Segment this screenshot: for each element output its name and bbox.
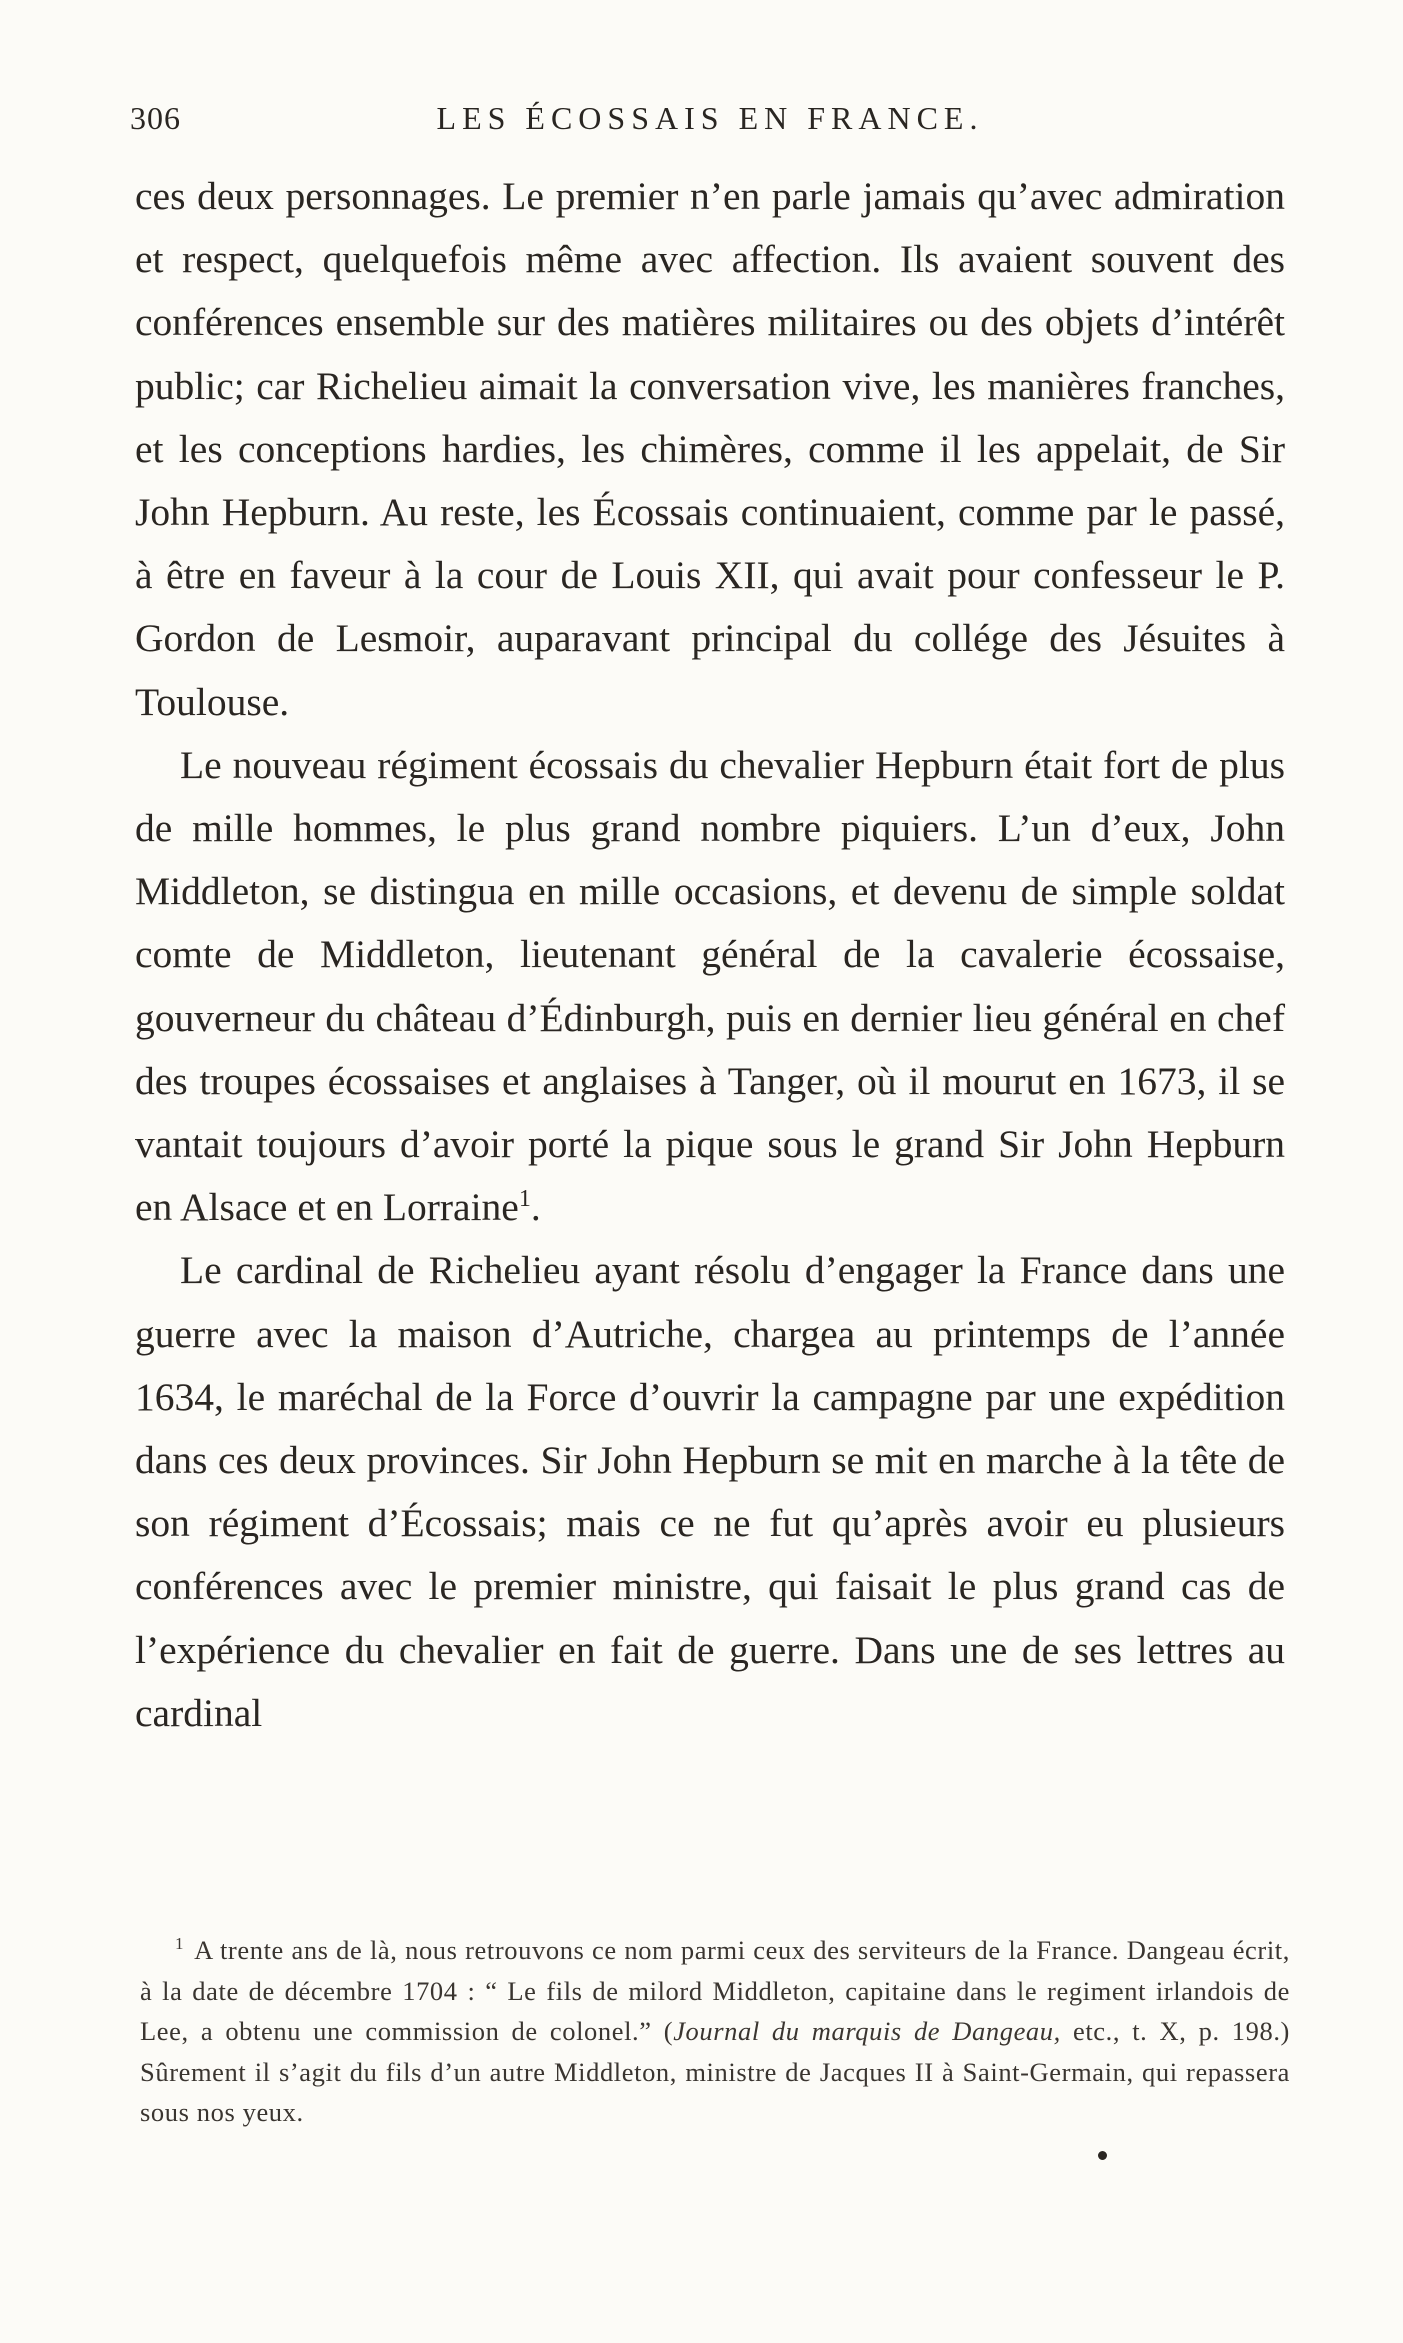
paragraph-2-end: . (530, 1185, 541, 1230)
footnote-reference: 1 (518, 1186, 531, 1213)
running-head (130, 100, 1290, 144)
footnotes (140, 1930, 1290, 2133)
page-number: 306 (130, 100, 181, 136)
paragraph-2-text: Le nouveau régiment écossais du chevalier Hepburn était fort de plus de mille hommes, le plus grand nombre piquiers. L’un d’eux, John Middleton, se distingua en mille occasions, et devenu de simple soldat comte de Middleton, lieutenant général de la cavalerie écossaise, gouverneur du château d’Édinburgh, puis en dernier lieu général en chef des troupes écossaises et anglaises à Tanger, où il mourut en 1673, il se vantait toujours d’avoir porté la pique sous le grand Sir John Hepburn en Alsace et en Lorraine (135, 742, 1285, 1230)
running-title: LES ÉCOSSAIS EN FRANCE. (436, 100, 984, 136)
paragraph-1: ces deux personnages. Le premier n’en parle jamais qu’avec admiration et respect, quelquefois même avec affection. Ils avaient souvent des conférences ensemble sur des matières militaires ou des objets d’intérêt public; car Richelieu aimait la conversation vive, les manières franches, et les conceptions hardies, les chimères, comme il les appelait, de Sir John Hepburn. Au reste, les Écossais continuaient, comme par le passé, à être en faveur à la cour de Louis XII, qui avait pour confesseur le P. Gordon de Lesmoir, auparavant principal du collége des Jésuites à Toulouse. (135, 174, 1285, 724)
footnote-1 (140, 1930, 1290, 2133)
footnote-text-a: A trente ans de là, nous retrouvons ce nom parmi ceux des serviteurs de la France. Dangeau écrit, à la date de décembre 1704 : “ Le fils de milord Middleton, capitaine dans le regiment irlandois de Lee, a obtenu une commission de colonel.” ( (140, 1935, 1290, 2046)
paragraph-3: Le cardinal de Richelieu ayant résolu d’engager la France dans une guerre avec la maison d’Autriche, chargea au printemps de l’année 1634, le maréchal de la Force d’ouvrir la campagne par une expédition dans ces deux provinces. Sir John Hepburn se mit en marche à la tête de son régiment d’Écossais; mais ce ne fut qu’après avoir eu plusieurs conférences avec le premier ministre, qui faisait le plus grand cas de l’expérience du chevalier en fait de guerre. Dans une de ses lettres au cardinal (135, 1248, 1285, 1735)
ink-dot-mark (1098, 2151, 1107, 2160)
paragraph-2 (135, 734, 1285, 1240)
footnote-marker: 1 (175, 1934, 185, 1954)
body-text (135, 165, 1285, 1745)
footnote-italic-title: Journal du marquis de Dangeau, (673, 2016, 1061, 2046)
footnote-text-b: etc., t. X, p. 198.) Sûrement il s’agit du fils d’un autre Middleton, ministre de Jacques II à Saint-Germain, qui repassera sous nos yeux. (140, 2016, 1290, 2127)
